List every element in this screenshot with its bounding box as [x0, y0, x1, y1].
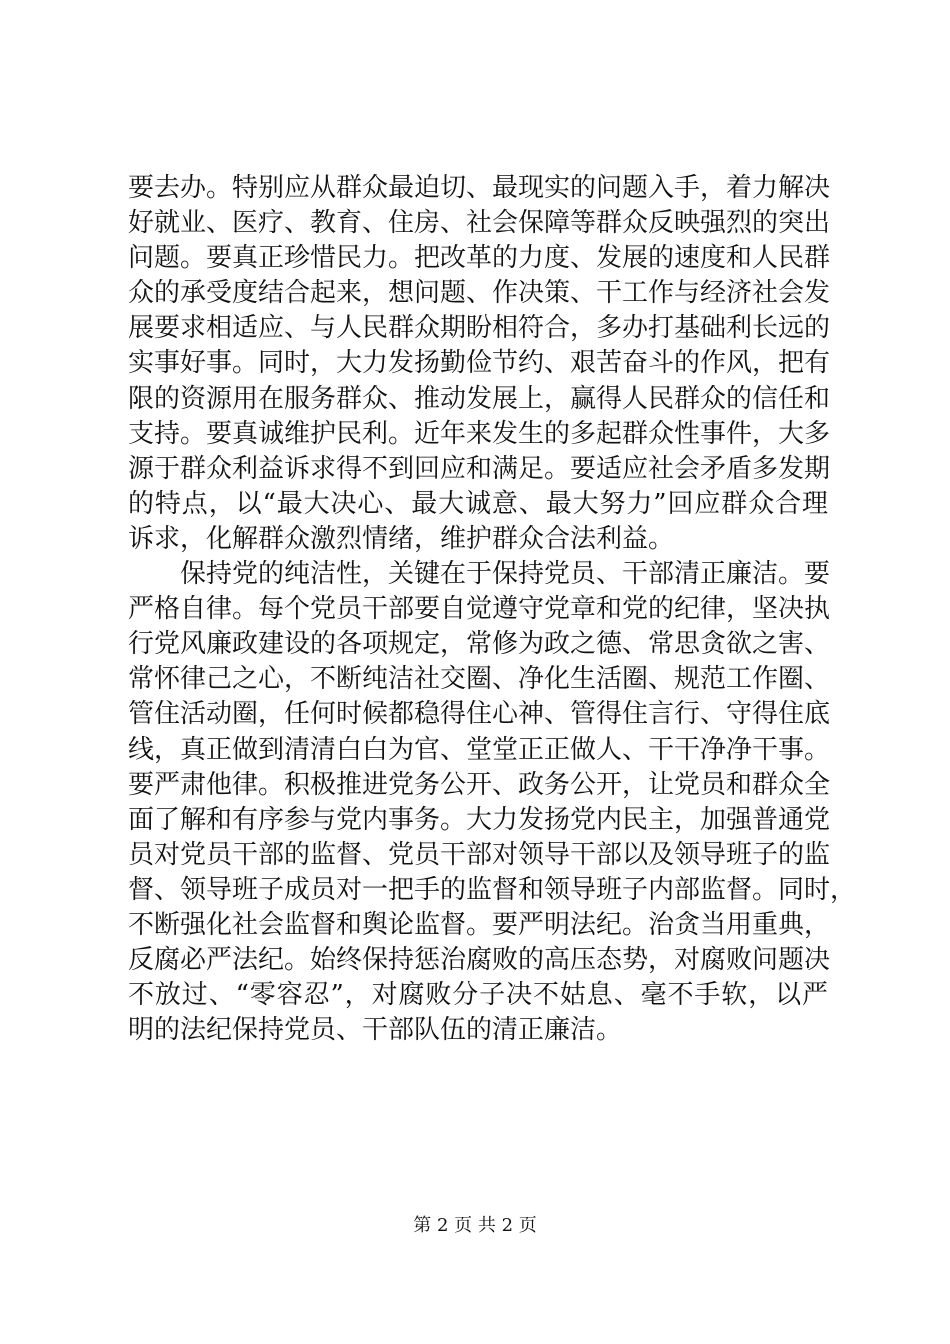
paragraph-line: 管住活动圈，任何时候都稳得住心神、管得住言行、守得住底: [128, 699, 831, 730]
paragraph-line: 限的资源用在服务群众、推动发展上，赢得人民群众的信任和: [128, 383, 831, 414]
paragraph-line: 要严肃他律。积极推进党务公开、政务公开，让党员和群众全: [128, 769, 831, 800]
page-number-footer: 第 2 页 共 2 页: [413, 1215, 537, 1236]
paragraph-2: [128, 557, 857, 1048]
paragraph-line: 督、领导班子成员对一把手的监督和领导班子内部监督。同时，: [128, 874, 857, 905]
paragraph-line: 线，真正做到清清白白为官、堂堂正正做人、干干净净干事。: [128, 734, 831, 765]
paragraph-line: 要去办。特别应从群众最迫切、最现实的问题入手，着力解决: [128, 173, 831, 203]
paragraph-line: 支持。要真诚维护民利。近年来发生的多起群众性事件，大多: [128, 418, 831, 449]
paragraph-line: 行党风廉政建设的各项规定，常修为政之德、常思贪欲之害、: [128, 629, 831, 660]
body-text: [128, 171, 857, 1048]
paragraph-line: 常怀律己之心，不断纯洁社交圈、净化生活圈、规范工作圈、: [128, 664, 831, 695]
paragraph-line: 好就业、医疗、教育、住房、社会保障等群众反映强烈的突出: [128, 208, 831, 239]
paragraph-line: 面了解和有序参与党内事务。大力发扬党内民主，加强普通党: [128, 804, 831, 835]
paragraph-line: 众的承受度结合起来，想问题、作决策、干工作与经济社会发: [128, 278, 831, 309]
paragraph-line: 问题。要真正珍惜民力。把改革的力度、发展的速度和人民群: [128, 243, 831, 274]
paragraph-line: 诉求，化解群众激烈情绪，维护群众合法利益。: [128, 523, 675, 554]
paragraph-line: 源于群众利益诉求得不到回应和满足。要适应社会矛盾多发期: [128, 453, 831, 484]
paragraph-line: 展要求相适应、与人民群众期盼相符合，多办打基础利长远的: [128, 313, 831, 344]
paragraph-line: 不放过、“零容忍”，对腐败分子决不姑息、毫不手软，以严: [128, 980, 828, 1011]
paragraph-line: 严格自律。每个党员干部要自觉遵守党章和党的纪律，坚决执: [128, 594, 831, 625]
paragraph-line: 保持党的纯洁性，关键在于保持党员、干部清正廉洁。要: [180, 559, 831, 590]
paragraph-line: 反腐必严法纪。始终保持惩治腐败的高压态势，对腐败问题决: [128, 945, 831, 976]
paragraph-line: 员对党员干部的监督、党员干部对领导干部以及领导班子的监: [128, 839, 831, 870]
paragraph-line: 不断强化社会监督和舆论监督。要严明法纪。治贪当用重典，: [128, 909, 831, 940]
paragraph-line: 明的法纪保持党员、干部队伍的清正廉洁。: [128, 1015, 623, 1046]
paragraph-line: 实事好事。同时，大力发扬勤俭节约、艰苦奋斗的作风，把有: [128, 348, 831, 379]
paragraph-line: 的特点，以“最大决心、最大诚意、最大努力”回应群众合理: [128, 488, 828, 519]
paragraph-1: [128, 171, 831, 557]
